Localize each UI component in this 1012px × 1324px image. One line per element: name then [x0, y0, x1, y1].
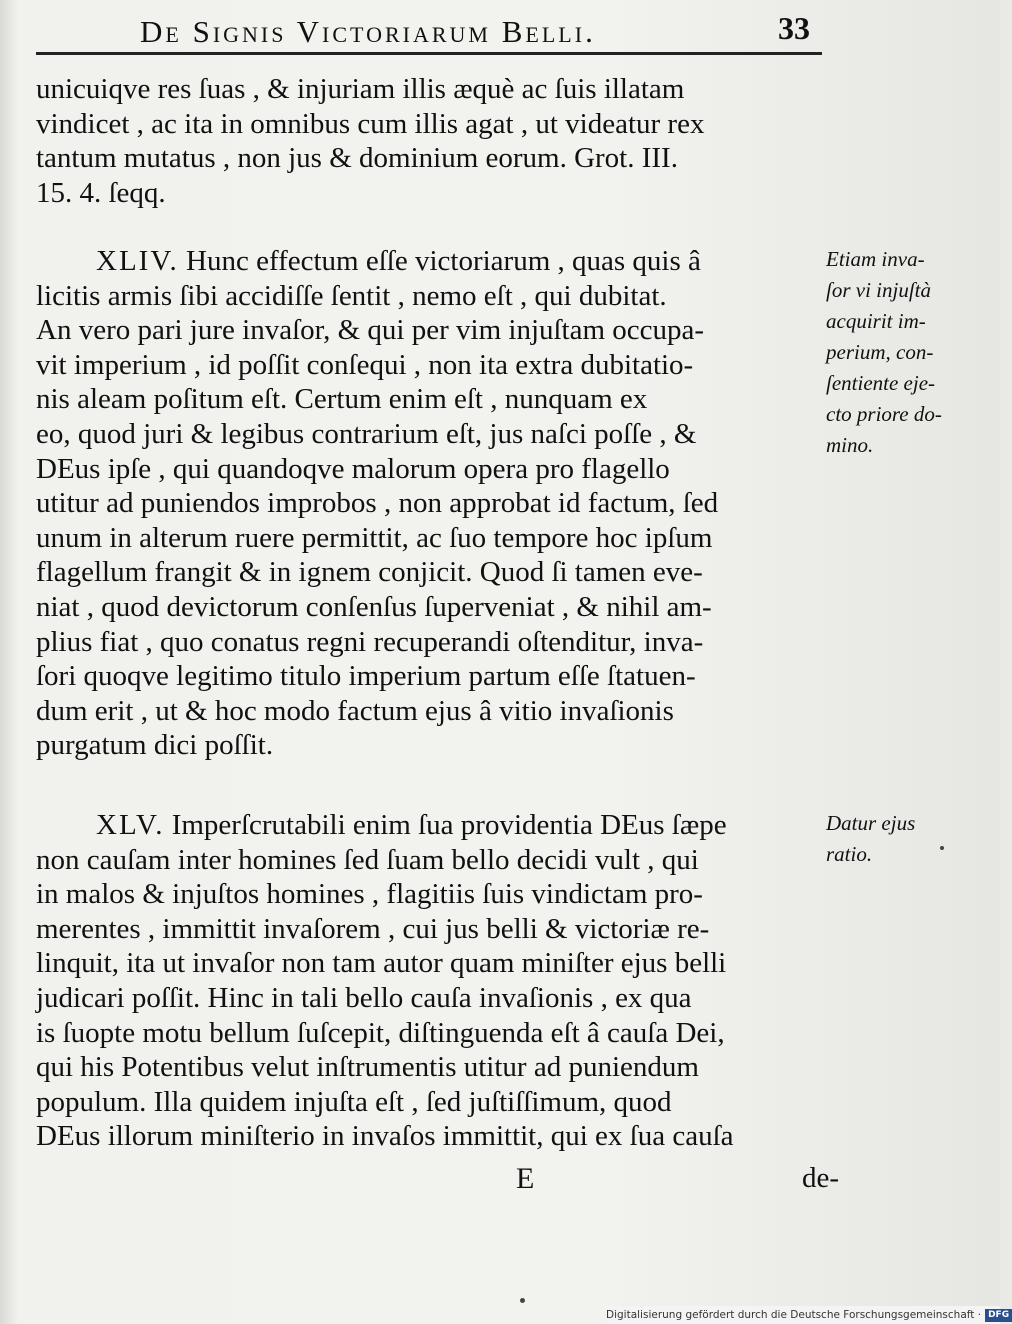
section-xliv — [36, 244, 826, 763]
text-line: niat , quod devictorum conſenſus ſuperveniat , & nihil am- — [36, 590, 712, 623]
text-line: 15. 4. ſeqq. — [36, 176, 166, 209]
text-line — [36, 808, 826, 843]
text-line-content: Hunc effectum eſſe victoriarum , quas quis â — [186, 245, 701, 277]
text-line: DEus illorum miniſterio in invaſos immittit, qui ex ſua cauſa — [36, 1120, 734, 1153]
signature-mark: E — [516, 1162, 535, 1195]
dfg-logo: DFG — [985, 1309, 1012, 1322]
text-line: DEus ipſe , qui quandoqve malorum opera pro flagello — [36, 452, 670, 485]
section-xlv — [36, 808, 826, 1154]
continuation-paragraph — [36, 72, 826, 210]
margin-note-xliv — [826, 244, 998, 461]
credit-text: Digitalisierung gefördert durch die Deutsche Forschungsgemeinschaft — [606, 1309, 975, 1321]
header-rule — [36, 52, 822, 55]
margin-note-line: Datur ejus — [826, 811, 916, 835]
margin-note-line: acquirit im- — [826, 309, 926, 333]
text-line: tantum mutatus , non jus & dominium eorum. Grot. III. — [36, 142, 678, 175]
digitization-credit: Digitalisierung gefördert durch die Deutsche Forschungsgemeinschaft · DFG — [606, 1306, 1000, 1324]
margin-note-line: ſentiente eje- — [826, 371, 936, 395]
text-line: flagellum frangit & in ignem conjicit. Quod ſi tamen eve- — [36, 556, 703, 589]
margin-note-line: perium, con- — [826, 340, 934, 364]
margin-note-line: cto priore do- — [826, 402, 942, 426]
section-number: XLV. — [96, 809, 165, 841]
text-line: eo, quod juri & legibus contrarium eſt, jus naſci poſſe , & — [36, 417, 697, 450]
text-line: unum in alterum ruere permittit, ac ſuo tempore hoc ipſum — [36, 521, 713, 554]
margin-note-line: mino. — [826, 433, 874, 457]
text-line: is ſuopte motu bellum ſuſcepit, diſtinguenda eſt â cauſa Dei, — [36, 1016, 725, 1049]
text-line: plius fiat , quo conatus regni recuperandi oſtenditur, inva- — [36, 625, 704, 658]
running-title: De Signis Victoriarum Belli. — [140, 14, 596, 49]
text-line: merentes , immittit invaſorem , cui jus belli & victoriæ re- — [36, 912, 710, 945]
text-line-content: Imperſcrutabili enim ſua providentia DEus ſæpe — [171, 809, 727, 841]
ink-speck — [520, 1298, 525, 1303]
margin-note-line: ratio. — [826, 842, 873, 866]
text-line: vit imperium , id poſſit conſequi , non ita extra dubitatio- — [36, 348, 694, 381]
text-line: judicari poſſit. Hinc in tali bello cauſa invaſionis , ex qua — [36, 981, 692, 1014]
margin-note-line: Etiam inva- — [826, 247, 925, 271]
text-line: purgatum dici poſſit. — [36, 729, 274, 762]
text-line: licitis armis ſibi accidiſſe ſentit , nemo eſt , qui dubitat. — [36, 279, 667, 312]
text-line: ſori quoqve legitimo titulo imperium partum eſſe ſtatuen- — [36, 660, 696, 693]
catchword: de- — [802, 1162, 840, 1194]
section-number: XLIV. — [96, 245, 179, 277]
text-line: nis aleam poſitum eſt. Certum enim eſt , nunquam ex — [36, 383, 648, 416]
margin-note-xlv — [826, 808, 998, 870]
ink-speck — [940, 846, 944, 850]
text-line: qui his Potentibus velut inſtrumentis utitur ad puniendum — [36, 1051, 699, 1084]
text-line: unicuiqve res ſuas , & injuriam illis æquè ac ſuis illatam — [36, 73, 685, 105]
text-line: An vero pari jure invaſor, & qui per vim injuſtam occupa- — [36, 314, 705, 347]
page-number: 33 — [778, 10, 810, 46]
text-line: dum erit , ut & hoc modo factum ejus â vitio invaſionis — [36, 694, 674, 727]
text-line: in malos & injuſtos homines , flagitiis ſuis vindictam pro- — [36, 878, 703, 911]
text-line: utitur ad puniendos improbos , non approbat id factum, ſed — [36, 487, 719, 520]
text-line — [36, 244, 826, 279]
text-line: non cauſam inter homines ſed ſuam bello decidi vult , qui — [36, 843, 699, 876]
text-line: linquit, ita ut invaſor non tam autor quam miniſter ejus belli — [36, 947, 727, 980]
margin-note-line: ſor vi injuſtà — [826, 278, 931, 302]
text-line: populum. Illa quidem injuſta eſt , ſed juſtiſſimum, quod — [36, 1085, 672, 1118]
text-line: vindicet , ac ita in omnibus cum illis agat , ut videatur rex — [36, 107, 705, 140]
